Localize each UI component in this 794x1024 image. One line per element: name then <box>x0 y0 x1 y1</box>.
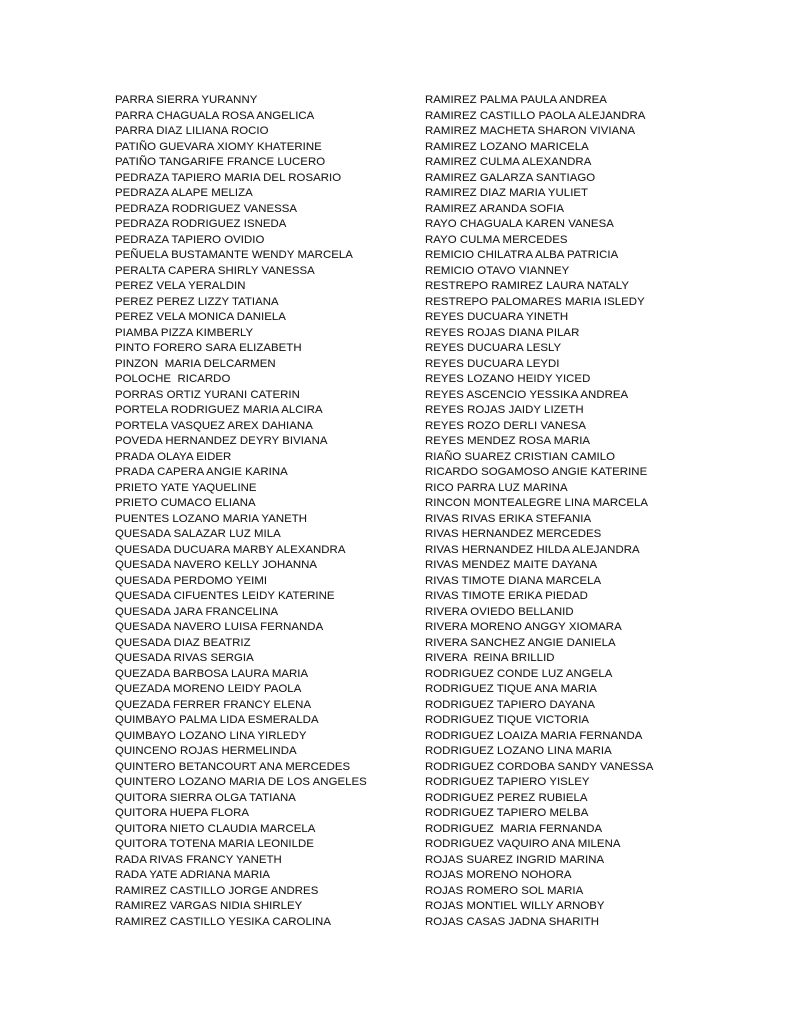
list-item-name: PARRA SIERRA YURANNY <box>115 94 258 106</box>
list-item-name: ROJAS SUAREZ INGRID MARINA <box>425 853 605 866</box>
list-item-name: REMICIO CHILATRA ALBA PATRICIA <box>425 249 619 261</box>
list-item-name: RODRIGUEZ TAPIERO MELBA <box>425 807 589 819</box>
list-item-name: RIVERA SANCHEZ ANGIE DANIELA <box>425 636 616 649</box>
list-item-name: RIVAS TIMOTE DIANA MARCELA <box>425 574 602 587</box>
list-item-name: QUEZADA BARBOSA LAURA MARIA <box>115 667 309 680</box>
list-item-name: RIVERA MORENO ANGGY XIOMARA <box>425 621 622 633</box>
list-item-name: REYES ROJAS JAIDY LIZETH <box>425 404 584 416</box>
list-item-name: PRIETO CUMACO ELIANA <box>115 497 256 509</box>
list-item-name: PEREZ VELA YERALDIN <box>115 280 246 292</box>
list-item-name: RODRIGUEZ TAPIERO DAYANA <box>425 698 595 711</box>
list-item-name: PORRAS ORTIZ YURANI CATERIN <box>115 388 300 401</box>
list-item-name: QUESADA NAVERO KELLY JOHANNA <box>115 559 318 571</box>
list-item-name: RIVAS RIVAS ERIKA STEFANIA <box>425 512 592 525</box>
list-item-name: PEDRAZA TAPIERO MARIA DEL ROSARIO <box>115 171 342 184</box>
list-item-name: RODRIGUEZ LOZANO LINA MARIA <box>425 745 612 757</box>
list-item-name: PRIETO YATE YAQUELINE <box>115 481 257 494</box>
list-item-name: QUITORA HUEPA FLORA <box>115 807 250 819</box>
list-item-name: QUINTERO LOZANO MARIA DE LOS ANGELES <box>115 776 367 788</box>
list-item-name: RICO PARRA LUZ MARINA <box>425 481 568 494</box>
list-item-name: PEÑUELA BUSTAMANTE WENDY MARCELA <box>115 249 353 261</box>
list-item-name: QUESADA PERDOMO YEIMI <box>115 574 268 587</box>
list-item-name: ROJAS MONTIEL WILLY ARNOBY <box>425 900 605 912</box>
list-item-name: QUINTERO BETANCOURT ANA MERCEDES <box>115 760 351 773</box>
list-item-name: QUESADA DIAZ BEATRIZ <box>115 636 251 649</box>
list-item-name: PATIÑO TANGARIFE FRANCE LUCERO <box>115 156 326 168</box>
list-item-name: ROJAS MORENO NOHORA <box>425 869 572 881</box>
list-item-name: PARRA CHAGUALA ROSA ANGELICA <box>115 109 315 122</box>
list-item-name: QUESADA CIFUENTES LEIDY KATERINE <box>115 590 335 602</box>
name-list-right-column <box>425 93 725 930</box>
list-item-name: RODRIGUEZ MARIA FERNANDA <box>425 822 603 835</box>
list-item-name: PORTELA VASQUEZ AREX DAHIANA <box>115 419 313 432</box>
list-item-name: QUEZADA MORENO LEIDY PAOLA <box>115 683 302 695</box>
name-list-left-column <box>115 93 405 930</box>
list-item-name: REYES DUCUARA LESLY <box>425 342 562 354</box>
list-item-name: QUITORA SIERRA OLGA TATIANA <box>115 791 296 804</box>
list-item-name: RAMIREZ CASTILLO PAOLA ALEJANDRA <box>425 109 646 122</box>
list-item-name: RAMIREZ DIAZ MARIA YULIET <box>425 187 589 199</box>
list-item-name: POLOCHE RICARDO <box>115 373 231 385</box>
list-item-name: REYES ROJAS DIANA PILAR <box>425 326 580 339</box>
list-item-name: REYES ROZO DERLI VANESA <box>425 419 587 432</box>
list-item-name: RAMIREZ CASTILLO JORGE ANDRES <box>115 884 319 897</box>
list-item-name: RAMIREZ CASTILLO YESIKA CAROLINA <box>115 915 331 928</box>
list-item-name: PINZON MARIA DELCARMEN <box>115 357 276 370</box>
list-item-name: QUIMBAYO LOZANO LINA YIRLEDY <box>115 729 307 742</box>
list-item-name: REMICIO OTAVO VIANNEY <box>425 264 570 277</box>
list-item-name: ROJAS CASAS JADNA SHARITH <box>425 915 600 928</box>
list-item-name: PATIÑO GUEVARA XIOMY KHATERINE <box>115 140 322 153</box>
list-item-name: PIAMBA PIZZA KIMBERLY <box>115 326 254 339</box>
list-item-name: PEDRAZA RODRIGUEZ VANESSA <box>115 202 298 215</box>
list-item-name: QUINCENO ROJAS HERMELINDA <box>115 745 297 757</box>
list-item-name: REYES DUCUARA YINETH <box>425 311 569 323</box>
list-item-name: QUESADA SALAZAR LUZ MILA <box>115 528 281 540</box>
list-item-name: RODRIGUEZ LOAIZA MARIA FERNANDA <box>425 729 643 742</box>
list-item-name: QUESADA DUCUARA MARBY ALEXANDRA <box>115 543 346 556</box>
list-item-name: QUESADA NAVERO LUISA FERNANDA <box>115 621 324 633</box>
list-item-name: RIVAS MENDEZ MAITE DAYANA <box>425 559 598 571</box>
list-item-name: RADA RIVAS FRANCY YANETH <box>115 853 282 866</box>
list-item-name: REYES DUCUARA LEYDI <box>425 357 560 370</box>
list-item-name: RAMIREZ PALMA PAULA ANDREA <box>425 94 607 106</box>
list-item-name: RIAÑO SUAREZ CRISTIAN CAMILO <box>425 450 616 463</box>
list-item-name: RAMIREZ ARANDA SOFIA <box>425 202 564 215</box>
list-item-name: PEDRAZA RODRIGUEZ ISNEDA <box>115 218 287 230</box>
list-item-name: RAMIREZ MACHETA SHARON VIVIANA <box>425 125 636 137</box>
list-item-name: RESTREPO PALOMARES MARIA ISLEDY <box>425 295 645 308</box>
list-item-name: RODRIGUEZ PEREZ RUBIELA <box>425 791 588 804</box>
list-item-name: QUITORA NIETO CLAUDIA MARCELA <box>115 822 316 835</box>
list-item-name: RAMIREZ VARGAS NIDIA SHIRLEY <box>115 900 303 912</box>
list-item-name: PORTELA RODRIGUEZ MARIA ALCIRA <box>115 404 323 416</box>
list-item-name: RAYO CHAGUALA KAREN VANESA <box>425 218 614 230</box>
list-item-name: PERALTA CAPERA SHIRLY VANESSA <box>115 264 315 277</box>
list-item-name: PRADA OLAYA EIDER <box>115 450 232 463</box>
list-item-name: PEREZ PEREZ LIZZY TATIANA <box>115 295 279 308</box>
list-item-name: PEDRAZA TAPIERO OVIDIO <box>115 233 265 246</box>
list-item-name: RESTREPO RAMIREZ LAURA NATALY <box>425 280 629 292</box>
list-item-name: QUITORA TOTENA MARIA LEONILDE <box>115 838 314 850</box>
list-item-name: RIVERA REINA BRILLID <box>425 652 555 664</box>
list-item-name: PEDRAZA ALAPE MELIZA <box>115 187 253 199</box>
list-item-name: QUESADA JARA FRANCELINA <box>115 605 279 618</box>
list-item-name: REYES MENDEZ ROSA MARIA <box>425 435 591 447</box>
list-item-name: RODRIGUEZ TAPIERO YISLEY <box>425 776 590 788</box>
list-item-name: PARRA DIAZ LILIANA ROCIO <box>115 125 269 137</box>
list-item-name: RICARDO SOGAMOSO ANGIE KATERINE <box>425 466 648 478</box>
list-item-name: RODRIGUEZ TIQUE VICTORIA <box>425 714 590 726</box>
list-item-name: QUEZADA FERRER FRANCY ELENA <box>115 698 312 711</box>
list-item-name: RAMIREZ LOZANO MARICELA <box>425 140 589 153</box>
list-item-name: ROJAS ROMERO SOL MARIA <box>425 884 584 897</box>
list-item-name: RIVAS TIMOTE ERIKA PIEDAD <box>425 590 588 602</box>
list-item-name: RODRIGUEZ VAQUIRO ANA MILENA <box>425 838 621 850</box>
list-item-name: REYES LOZANO HEIDY YICED <box>425 373 591 385</box>
list-item-name: RIVAS HERNANDEZ MERCEDES <box>425 528 602 540</box>
list-item-name: RODRIGUEZ CONDE LUZ ANGELA <box>425 667 613 680</box>
list-item-name: RIVERA OVIEDO BELLANID <box>425 605 574 618</box>
list-item-name: RAMIREZ CULMA ALEXANDRA <box>425 156 592 168</box>
list-item-name: PEREZ VELA MONICA DANIELA <box>115 311 286 323</box>
list-item-name: QUESADA RIVAS SERGIA <box>115 652 254 664</box>
list-item-name: RIVAS HERNANDEZ HILDA ALEJANDRA <box>425 543 640 556</box>
list-item-name: PRADA CAPERA ANGIE KARINA <box>115 466 288 478</box>
list-item-name: PINTO FORERO SARA ELIZABETH <box>115 342 302 354</box>
list-item-name: RODRIGUEZ CORDOBA SANDY VANESSA <box>425 760 654 773</box>
list-item-name: RAYO CULMA MERCEDES <box>425 233 568 246</box>
list-item-name: RODRIGUEZ TIQUE ANA MARIA <box>425 683 597 695</box>
list-item-name: QUIMBAYO PALMA LIDA ESMERALDA <box>115 714 319 726</box>
list-item-name: PUENTES LOZANO MARIA YANETH <box>115 512 308 525</box>
list-item-name: RAMIREZ GALARZA SANTIAGO <box>425 171 596 184</box>
list-item-name: RADA YATE ADRIANA MARIA <box>115 869 270 881</box>
list-item-name: POVEDA HERNANDEZ DEYRY BIVIANA <box>115 435 328 447</box>
list-item-name: REYES ASCENCIO YESSIKA ANDREA <box>425 388 629 401</box>
list-item-name: RINCON MONTEALEGRE LINA MARCELA <box>425 497 649 509</box>
